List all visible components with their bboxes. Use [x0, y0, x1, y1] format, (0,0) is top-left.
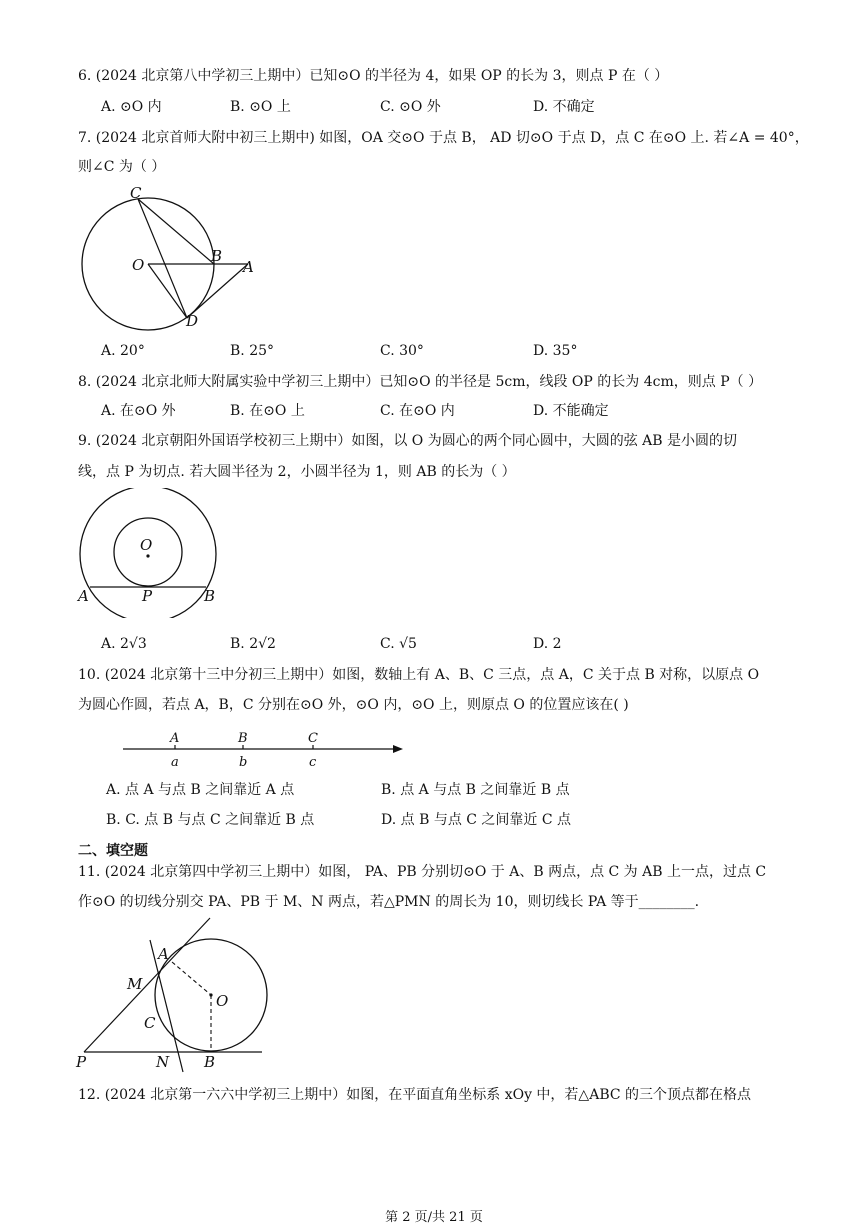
q10-number-line [115, 725, 415, 775]
q7-line-cd [138, 199, 187, 318]
q10-option-d: D. 点 B 与点 C 之间靠近 C 点 [381, 812, 572, 828]
section-heading-fill-in: 二、填空题 [78, 843, 148, 859]
q7-label-o: O [132, 256, 145, 274]
q10-label-C: C [308, 731, 318, 746]
q9-option-c: C. √5 [380, 636, 417, 652]
page-footer: 第 2 页/共 21 页 [385, 1210, 483, 1225]
q11-label-b: B [204, 1053, 216, 1071]
q11-stem-line2: 作⊙O 的切线分别交 PA、PB 于 M、N 两点，若△PMN 的周长为 10，则切线长 PA 等于________. [78, 894, 700, 910]
q9-label-p: P [142, 587, 153, 605]
q6-option-b: B. ⊙O 上 [230, 99, 291, 115]
q10-option-c: B. C. 点 B 与点 C 之间靠近 B 点 [106, 812, 315, 828]
q10-label-A: A [170, 731, 180, 746]
q9-option-d: D. 2 [533, 636, 562, 652]
q8-stem: 8. (2024 北京北师大附属实验中学初三上期中）已知⊙O 的半径是 5cm，线段 OP 的长为 4cm，则点 P（ ） [78, 374, 763, 390]
q7-label-d: D [186, 312, 199, 330]
q7-label-a: A [243, 258, 254, 276]
q11-label-c: C [144, 1014, 156, 1032]
q11-label-a: A [158, 945, 169, 963]
q11-dashed-oa [172, 962, 211, 995]
q10-axis-arrow [393, 745, 403, 753]
q7-label-c: C [130, 184, 142, 202]
q7-option-d: D. 35° [533, 343, 578, 359]
q9-label-o: O [140, 536, 153, 554]
q11-label-p: P [76, 1053, 87, 1071]
q10-option-a: A. 点 A 与点 B 之间靠近 A 点 [106, 782, 295, 798]
q7-stem-line2: 则∠C 为（ ） [78, 159, 166, 175]
q7-option-b: B. 25° [230, 343, 275, 359]
q7-label-b: B [211, 247, 223, 265]
q7-option-c: C. 30° [380, 343, 424, 359]
q12-stem: 12. (2024 北京第一六六中学初三上期中）如图，在平面直角坐标系 xOy 中，若△ABC 的三个顶点都在格点 [78, 1087, 752, 1103]
q7-option-a: A. 20° [101, 343, 145, 359]
q10-option-b: B. 点 A 与点 B 之间靠近 B 点 [381, 782, 570, 798]
q7-line-ad [187, 264, 248, 318]
q9-label-a: A [78, 587, 89, 605]
q9-label-b: B [204, 587, 216, 605]
q10-label-B: B [238, 731, 248, 746]
q9-stem-line2: 线，点 P 为切点. 若大圆半径为 2，小圆半径为 1，则 AB 的长为（ ） [78, 464, 516, 480]
q6-stem: 6. (2024 北京第八中学初三上期中）已知⊙O 的半径为 4，如果 OP 的长为 3，则点 P 在（ ） [78, 68, 669, 84]
q8-option-b: B. 在⊙O 上 [230, 403, 305, 419]
q6-option-c: C. ⊙O 外 [380, 99, 441, 115]
q10-label-b: b [239, 755, 248, 770]
q7-figure [70, 180, 270, 340]
q10-label-a: a [171, 755, 179, 770]
q9-option-a: A. 2√3 [101, 636, 147, 652]
q8-option-a: A. 在⊙O 外 [101, 403, 176, 419]
q9-figure [72, 488, 232, 618]
q10-stem-line2: 为圆心作圆，若点 A，B，C 分别在⊙O 外，⊙O 内，⊙O 上，则原点 O 的位置应该在( ) [78, 697, 629, 713]
q10-stem-line1: 10. (2024 北京第十三中分初三上期中）如图，数轴上有 A、B、C 三点，点 A，C 关于点 B 对称，以原点 O [78, 667, 760, 683]
q10-label-c: c [309, 755, 317, 770]
q6-option-a: A. ⊙O 内 [101, 99, 162, 115]
q7-stem-line1: 7. (2024 北京首师大附中初三上期中) 如图，OA 交⊙O 于点 B， AD 切⊙O 于点 D，点 C 在⊙O 上. 若∠A = 40°， [78, 130, 809, 146]
q8-option-c: C. 在⊙O 内 [380, 403, 455, 419]
q11-label-m: M [127, 975, 143, 993]
q11-label-o: O [216, 992, 229, 1010]
q6-option-d: D. 不确定 [533, 99, 595, 115]
q9-stem-line1: 9. (2024 北京朝阳外国语学校初三上期中）如图，以 O 为圆心的两个同心圆中，大圆的弦 AB 是小圆的切 [78, 433, 738, 449]
q11-stem-line1: 11. (2024 北京第四中学初三上期中）如图， PA、PB 分别切⊙O 于 A、B 两点，点 C 为 AB 上一点，过点 C [78, 864, 767, 880]
q9-center-dot [146, 554, 149, 557]
q11-label-n: N [156, 1053, 170, 1071]
q8-option-d: D. 不能确定 [533, 403, 609, 419]
q9-option-b: B. 2√2 [230, 636, 276, 652]
q7-line-cb [138, 199, 214, 264]
q11-figure [72, 910, 277, 1080]
